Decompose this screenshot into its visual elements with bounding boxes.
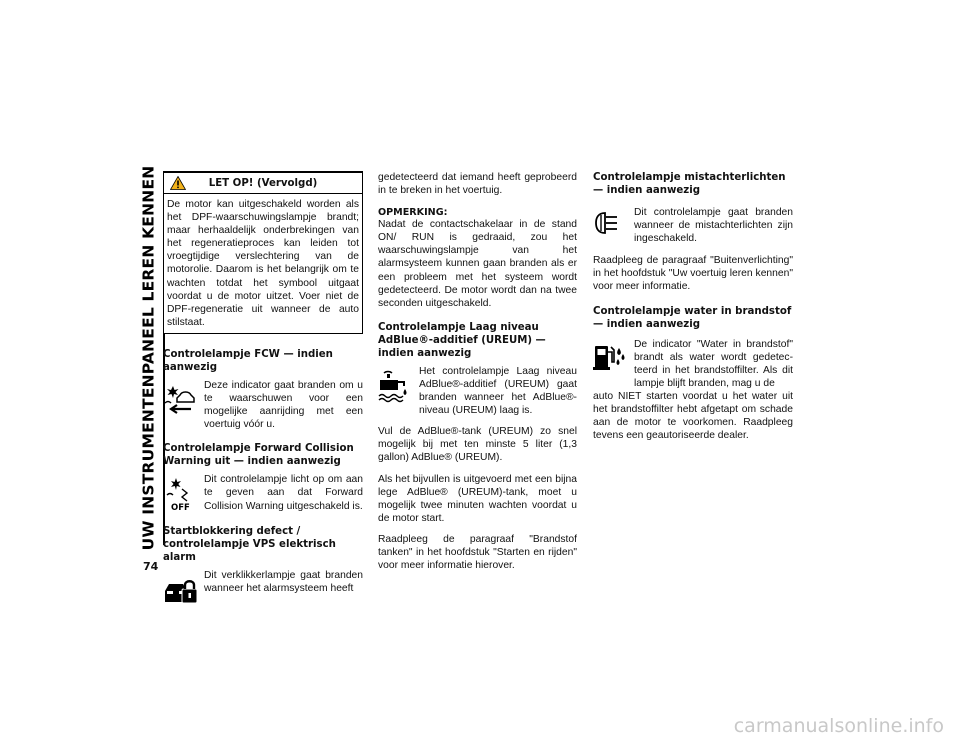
vps-continuation: gedetecteerd dat iemand heeft geprobeerd in te breken in het voertuig. bbox=[378, 172, 577, 197]
fog-description: Dit controlelampje gaat branden wanneer de mistachterlichten zijn ingeschakeld. bbox=[634, 207, 793, 245]
water-heading: Controlelampje water in brandstof — indien aanwezig bbox=[593, 305, 792, 330]
note bbox=[378, 207, 577, 310]
footer-watermark: carmanualsonline.info bbox=[733, 715, 944, 737]
adblue-description: Het controlelampje Laag niveau AdBlue®-additief (UREUM) gaat branden wanneer het AdBlue®-niveau (UREUM) laag is. bbox=[419, 365, 577, 417]
fcw-off-label: OFF bbox=[171, 503, 190, 514]
side-chapter-title: UW INSTRUMENTENPANEEL LEREN KENNEN bbox=[139, 165, 157, 550]
fcw-description: Deze indicator gaat branden om u te waarschuwen voor een mogelijke aanrijding met een voertuig vóór u. bbox=[204, 379, 363, 431]
fcw-heading: Controlelampje FCW — indien aanwezig bbox=[163, 348, 333, 373]
fog-heading: Controlelampje mistachterlichten — indien aanwezig bbox=[593, 172, 786, 196]
warning-text: De motor kan uitgeschakeld worden als het DPF-waarschuwingslampje brandt; maar herhaaldelijk onderbrekingen van het regeneratieproces kan leiden tot vroegtijdige verslechtering van de motorolie. Daarom is het belangrijk om te wachten totdat het symbool uitgaat voordat u de motor uitzet. Voer niet de DPF-regeneratie uit wanneer de auto stilstaat. bbox=[167, 199, 359, 328]
refuel-reference-paragraph: Raadpleeg de paragraaf "Brandstof tanken" in het hoofdstuk "Starten en rijden" voor meer informatie hierover. bbox=[378, 533, 577, 572]
adblue-low-level-icon bbox=[378, 369, 412, 403]
warning-box bbox=[163, 171, 363, 334]
adblue-heading: Controlelampje Laag niveau AdBlue®-additief (UREUM) — indien aanwezig bbox=[378, 321, 546, 359]
rear-fog-light-icon bbox=[593, 210, 623, 236]
water-in-fuel-icon bbox=[593, 342, 627, 372]
warning-title: LET OP! (Vervolgd) bbox=[208, 177, 318, 189]
vps-description: Dit verklikkerlampje gaat branden wanneer het alarmsysteem heeft bbox=[204, 569, 363, 594]
note-text: Nadat de contactschakelaar in de stand ON/ RUN is gedraaid, zou het waarschuwingslampje van het alarmsysteem kunnen gaan branden als er een probleem met het systeem wordt gedetecteerd. De motor wordt dan na twee seconden uitgeschakeld. bbox=[378, 219, 577, 309]
warning-header bbox=[164, 173, 362, 194]
column-3 bbox=[593, 171, 793, 442]
fog-reference-paragraph: Raadpleeg de paragraaf "Buitenverlichting" in het hoofdstuk "Uw voertuig leren kennen" voor meer informatie. bbox=[593, 255, 793, 293]
forward-collision-warning-icon bbox=[163, 385, 197, 419]
water-description: De indicator "Water in brandstof" brandt als water wordt gedetecteerd in het brandstoffilter. Als dit lampje blijft branden, mag u de bbox=[634, 338, 793, 389]
fcw-off-heading: Controlelampje Forward Collision Warning uit — indien aanwezig bbox=[163, 443, 354, 468]
vps-heading: Startblokkering defect / controlelampje VPS elektrisch alarm bbox=[163, 525, 336, 563]
warning-triangle-icon bbox=[170, 176, 186, 190]
fcw-off-description: Dit controlelampje licht op om aan te geven aan dat Forward Collision Warning uitgeschakeld is. bbox=[204, 474, 363, 512]
note-label: OPMERKING: bbox=[378, 207, 448, 219]
adblue-refill-paragraph: Vul de AdBlue®-tank (UREUM) zo snel mogelijk bij met ten minste 5 liter (1,3 gallon) AdBlue® (UREUM). bbox=[378, 426, 577, 464]
page-number: 74 bbox=[143, 560, 159, 573]
column-2 bbox=[378, 171, 577, 572]
adblue-wait-paragraph: Als het bijvullen is uitgevoerd met een bijna lege AdBlue® (UREUM)-tank, moet u mogelijk twee minuten wachten voordat u de motor start. bbox=[378, 473, 577, 524]
column-1 bbox=[163, 171, 363, 595]
vehicle-security-icon bbox=[163, 576, 199, 606]
fcw-off-icon bbox=[163, 477, 197, 513]
water-description-continued: auto NIET starten voordat u het water uit het brandstoffilter hebt afgetapt om schade aan de motor te voorkomen. Raadpleeg tevens een geautoriseerde dealer. bbox=[593, 390, 793, 442]
